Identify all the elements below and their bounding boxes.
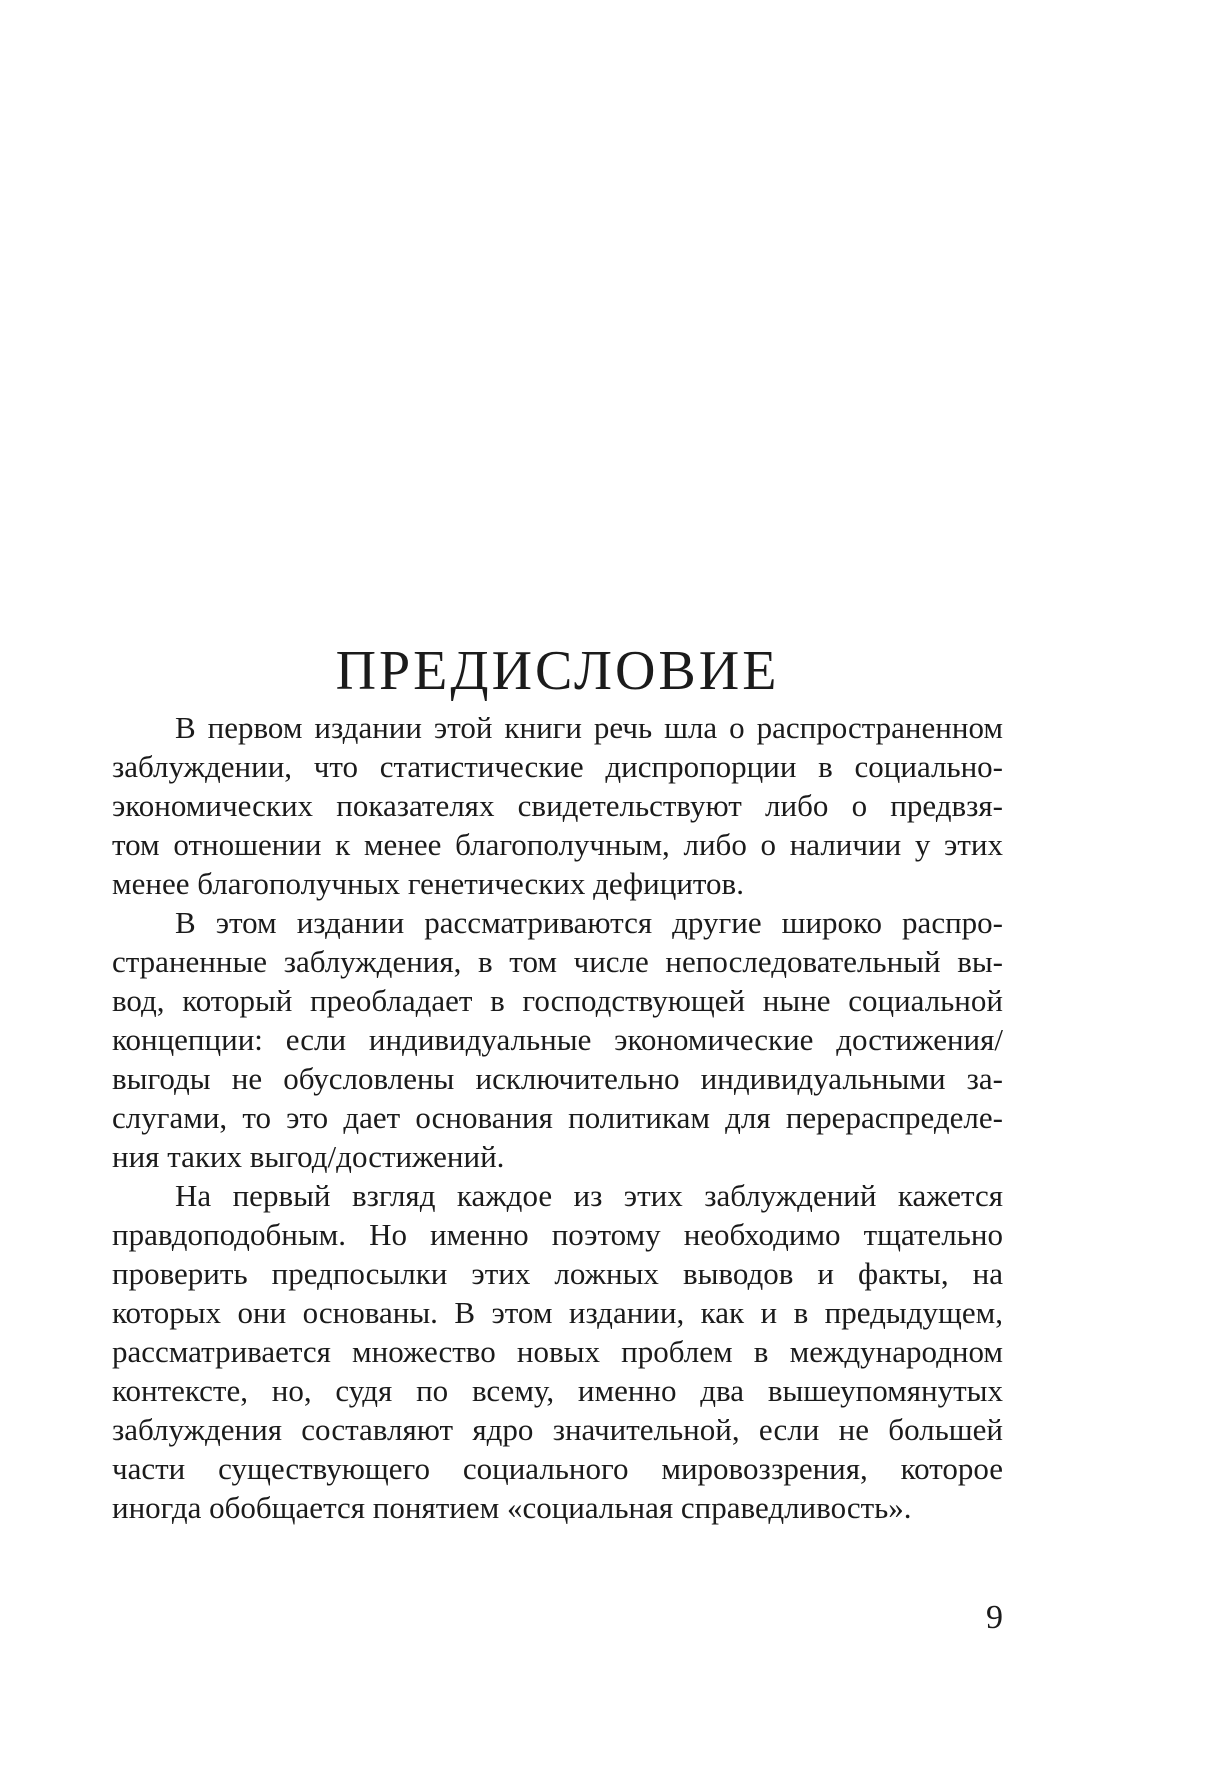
text-line: В этом издании рассматриваются другие широко распро- — [175, 905, 1003, 940]
text-line: иногда обобщается понятием «социальная справедливость». — [112, 1490, 912, 1525]
text-line: выгоды не обусловлены исключительно индивидуальными за- — [112, 1061, 1003, 1096]
text-line: экономических показателях свидетельствуют либо о предвзя- — [112, 788, 1003, 823]
page-number: 9 — [986, 1599, 1003, 1636]
paragraph — [112, 1176, 1003, 1527]
body-text — [112, 708, 1003, 1527]
text-line: менее благополучных генетических дефицитов. — [112, 866, 744, 901]
text-line: На первый взгляд каждое из этих заблуждений кажется — [175, 1178, 1003, 1213]
text-line: ния таких выгод/достижений. — [112, 1139, 505, 1174]
text-line: заблуждения составляют ядро значительной, если не большей — [112, 1412, 1003, 1447]
text-line: том отношении к менее благополучным, либо о наличии у этих — [112, 827, 1003, 862]
text-line: страненные заблуждения, в том числе непоследовательный вы- — [112, 944, 1003, 979]
text-line: правдоподобным. Но именно поэтому необходимо тщательно — [112, 1217, 1003, 1252]
text-line: проверить предпосылки этих ложных выводов и факты, на — [112, 1256, 1003, 1291]
text-line: части существующего социального мировоззрения, которое — [112, 1451, 1003, 1486]
text-line: заблуждении, что статистические диспропорции в социально- — [112, 749, 1003, 784]
text-line: контексте, но, судя по всему, именно два вышеупомянутых — [112, 1373, 1003, 1408]
paragraph — [112, 708, 1003, 903]
text-line: вод, который преобладает в господствующей ныне социальной — [112, 983, 1003, 1018]
text-line: слугами, то это дает основания политикам для перераспределе- — [112, 1100, 1003, 1135]
text-line: рассматривается множество новых проблем в международном — [112, 1334, 1003, 1369]
page-title: ПРЕДИСЛОВИЕ — [335, 639, 780, 702]
text-line: концепции: если индивидуальные экономические достижения/ — [112, 1022, 1003, 1057]
text-line: В первом издании этой книги речь шла о распространенном — [175, 710, 1003, 745]
paragraph — [112, 903, 1003, 1176]
text-line: которых они основаны. В этом издании, как и в предыдущем, — [112, 1295, 1003, 1330]
